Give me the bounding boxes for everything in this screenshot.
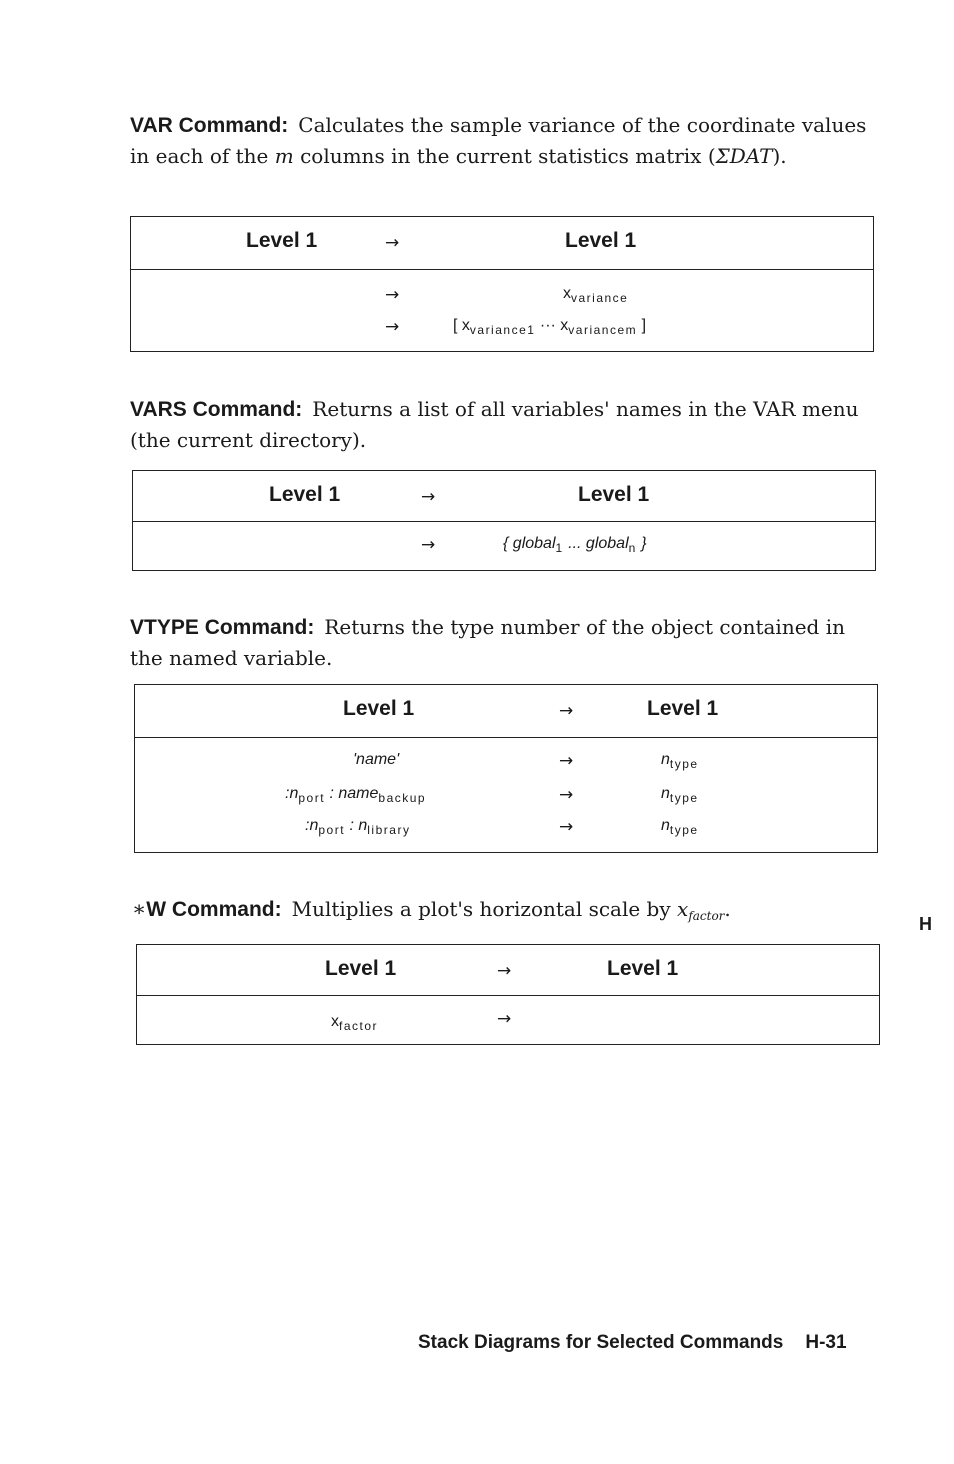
w-header-left: Level 1 xyxy=(325,957,397,980)
var-stack-table xyxy=(130,216,874,352)
w-header-right: Level 1 xyxy=(607,957,679,980)
vtype-row1-arrow: → xyxy=(559,751,574,771)
w-section xyxy=(132,894,880,931)
vtype-row2-result: $n_{type}$ xyxy=(661,785,699,805)
w-header-arrow: → xyxy=(497,961,512,981)
vars-row1-result: { global$_1$ ... global$_n$ } xyxy=(503,535,647,555)
chapter-tab-letter: H xyxy=(919,914,932,934)
vtype-stack-table xyxy=(134,684,878,853)
vars-stack-table xyxy=(132,470,876,571)
footer-title: Stack Diagrams for Selected Commands xyxy=(418,1332,784,1353)
w-description: ∗W Command: Multiplies a plot's horizontal scale by $x_{factor}$. xyxy=(132,897,731,923)
vtype-row2-arg: $:n_{port}$ : name$_{backup}$ xyxy=(285,785,427,805)
vtype-row2-arrow: → xyxy=(559,785,574,805)
vtype-row3-result: $n_{type}$ xyxy=(661,817,699,837)
vars-section xyxy=(130,394,878,455)
var-header-left: Level 1 xyxy=(246,229,318,252)
var-row2-result: [ $x_{variance1}$ ··· $x_{variancem}$ ] xyxy=(453,317,647,337)
vtype-row1-arg: 'name' xyxy=(353,751,400,768)
w-row1-arg: $x_{factor}$ xyxy=(331,1013,379,1033)
vtype-header-arrow: → xyxy=(559,701,574,721)
vtype-section xyxy=(130,612,878,673)
var-row2-arrow: → xyxy=(385,317,400,337)
w-command-name: ∗W Command: xyxy=(132,897,282,921)
vtype-header-left: Level 1 xyxy=(343,697,415,720)
vars-description: VARS Command: Returns a list of all variables' names in the VAR menu (the current directory). xyxy=(130,397,859,452)
page-footer xyxy=(418,1332,847,1354)
vtype-row1-result: $n_{type}$ xyxy=(661,751,699,771)
vars-header-arrow: → xyxy=(421,487,436,507)
vars-header-right: Level 1 xyxy=(578,483,650,506)
var-command-name: VAR Command: xyxy=(130,114,289,137)
w-row1-arrow: → xyxy=(497,1009,512,1029)
vtype-table-header xyxy=(135,685,877,738)
vtype-row3-arrow: → xyxy=(559,817,574,837)
vtype-description: VTYPE Command: Returns the type number of the object contained in the named variable. xyxy=(130,615,845,670)
w-stack-table xyxy=(136,944,880,1045)
var-row1-arrow: → xyxy=(385,285,400,305)
w-table-header xyxy=(137,945,879,996)
var-table-header xyxy=(131,217,873,270)
var-header-right: Level 1 xyxy=(565,229,637,252)
var-section xyxy=(130,110,878,171)
var-row1-result: $x_{variance}$ xyxy=(563,285,629,305)
vars-header-left: Level 1 xyxy=(269,483,341,506)
vtype-header-right: Level 1 xyxy=(647,697,719,720)
var-description: VAR Command: Calculates the sample variance of the coordinate values in each of the m columns in the current statistics matrix (ΣDAT). xyxy=(130,113,867,168)
vtype-command-name: VTYPE Command: xyxy=(130,616,315,639)
vtype-row3-arg: $:n_{port}$ : $n_{library}$ xyxy=(305,817,411,837)
page-number: H-31 xyxy=(805,1332,847,1353)
vars-command-name: VARS Command: xyxy=(130,398,303,421)
vars-table-header xyxy=(133,471,875,522)
vars-row1-arrow: → xyxy=(421,535,436,555)
var-header-arrow: → xyxy=(385,233,400,253)
